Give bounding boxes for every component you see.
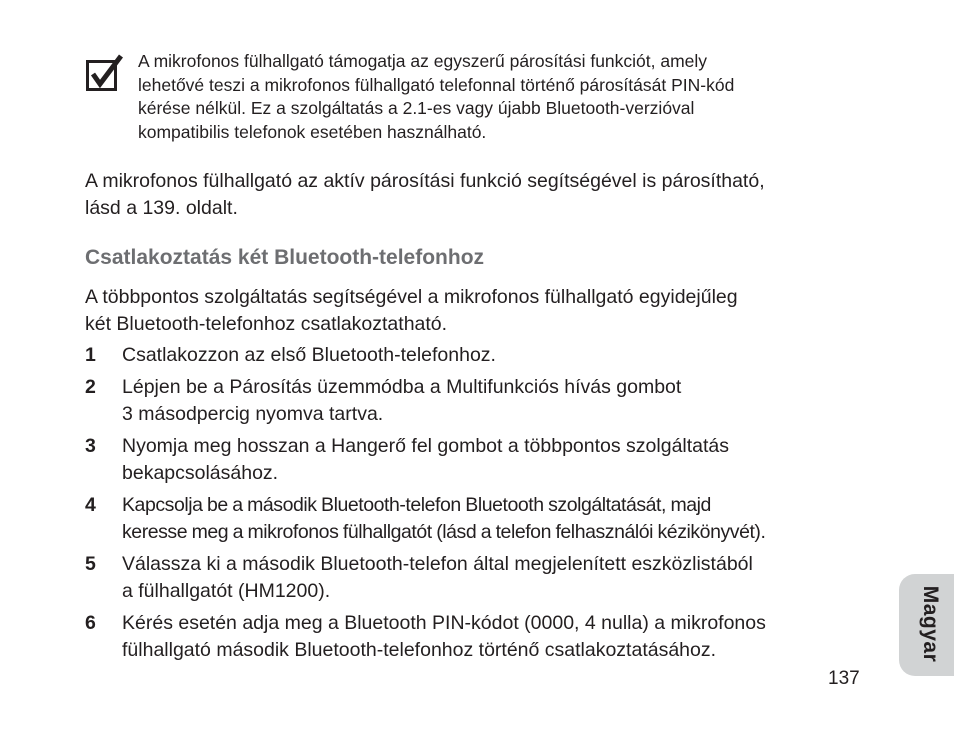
step-line: Csatlakozzon az első Bluetooth-telefonhoz.: [122, 344, 496, 366]
lead-line: két Bluetooth-telefonhoz csatlakoztatható.: [85, 313, 448, 335]
section-heading: Csatlakoztatás két Bluetooth-telefonhoz: [85, 246, 485, 269]
step-item: [85, 342, 875, 369]
note-line: lehetővé teszi a mikrofonos fülhallgató telefonnal történő párosítását PIN-kód: [138, 74, 735, 95]
steps-list: [85, 342, 875, 669]
step-line: keresse meg a mikrofonos fülhallgatót (lásd a telefon felhasználói kézikönyvét).: [122, 521, 766, 543]
step-line: Nyomja meg hosszan a Hangerő fel gombot a többpontos szolgáltatás: [122, 435, 730, 457]
step-line: fülhallgató második Bluetooth-telefonhoz történő csatlakoztatásához.: [122, 639, 717, 661]
step-item: [85, 551, 875, 605]
step-line: Lépjen be a Párosítás üzemmódba a Multifunkciós hívás gombot: [122, 376, 682, 398]
intro-paragraph: [85, 168, 875, 222]
section-lead: [85, 284, 875, 338]
step-item: [85, 433, 875, 487]
step-item: [85, 492, 875, 546]
step-item: [85, 374, 875, 428]
step-line: 3 másodpercig nyomva tartva.: [122, 403, 384, 425]
note-text: [138, 50, 878, 144]
step-number: 3: [85, 435, 96, 457]
lead-line: A többpontos szolgáltatás segítségével a mikrofonos fülhallgató egyidejűleg: [85, 286, 738, 308]
note-line: A mikrofonos fülhallgató támogatja az egyszerű párosítási funkciót, amely: [138, 51, 708, 71]
step-line: Kérés esetén adja meg a Bluetooth PIN-kódot (0000, 4 nulla) a mikrofonos: [122, 612, 766, 634]
intro-line: A mikrofonos fülhallgató az aktív párosítási funkció segítségével is párosítható,: [85, 170, 765, 192]
step-item: [85, 610, 875, 664]
language-tab-label: Magyar: [919, 585, 942, 663]
note-line: kérése nélkül. Ez a szolgáltatás a 2.1-es vagy újabb Bluetooth-verzióval: [138, 98, 695, 118]
step-number: 4: [85, 494, 96, 516]
checkbox-check-icon: [86, 54, 124, 92]
page-number: 137: [828, 668, 860, 689]
step-number: 6: [85, 612, 96, 634]
step-number: 1: [85, 344, 96, 366]
note-line: kompatibilis telefonok esetében használható.: [138, 121, 487, 142]
step-line: Kapcsolja be a második Bluetooth-telefon Bluetooth szolgáltatását, majd: [122, 494, 711, 516]
step-line: Válassza ki a második Bluetooth-telefon által megjelenített eszközlistából: [122, 553, 753, 575]
step-line: a fülhallgatót (HM1200).: [122, 580, 331, 602]
step-number: 5: [85, 553, 96, 575]
step-line: bekapcsolásához.: [122, 462, 279, 484]
intro-line: lásd a 139. oldalt.: [85, 197, 238, 219]
step-number: 2: [85, 376, 96, 398]
